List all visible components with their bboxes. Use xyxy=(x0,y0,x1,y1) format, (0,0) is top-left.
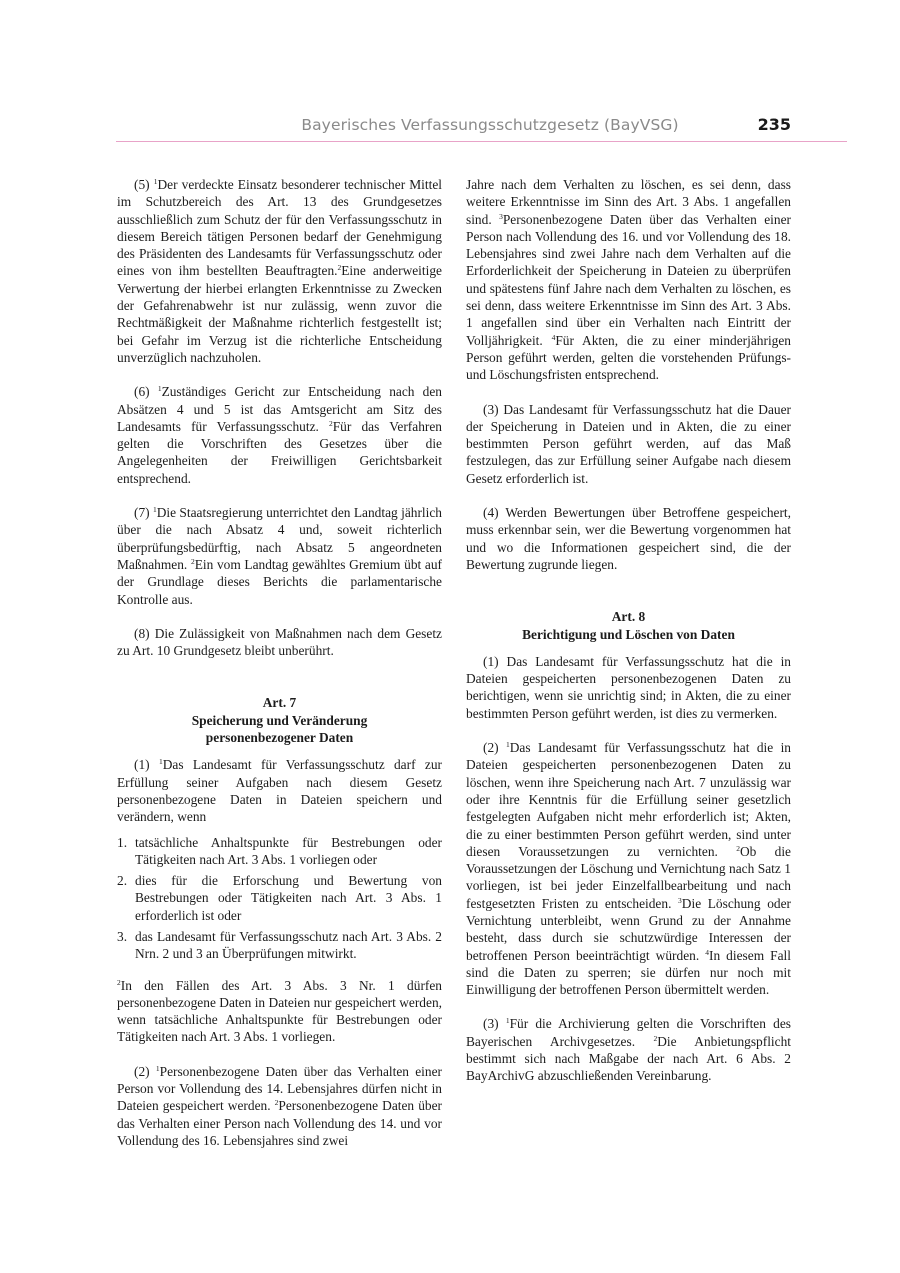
running-header xyxy=(116,116,846,142)
paragraph-art6-abs5: (5) $^1$Der verdeckte Einsatz besonderer technischer Mittel im Schutzbereich des Art. 13 des Grundgesetzes ausschließlich zum Schutz der für den Verfassungsschutz in diesem Bereich tätigen Personen bedarf der Genehmigung des Präsidenten des Landesamts für Verfassungsschutz oder eines von ihm bestellten Beauftragten.$^2$Eine anderweitige Verwertung der hierbei erlangten Erkenntnisse zu Zwecken der Gefahrenabwehr ist nur zulässig, wenn zuvor die Rechtmäßigkeit der Maßnahme richterlich festgestellt ist; bei Gefahr im Verzug ist die richterliche Entscheidung unverzüglich nachzuholen. xyxy=(117,177,442,365)
right-column xyxy=(466,176,791,1102)
list-item: 2. dies für die Erforschung und Bewertung von Bestrebungen oder Tätigkeiten nach Art. 3 Abs. 1 erforderlich ist oder xyxy=(117,873,442,923)
article-number: Art. 7 xyxy=(262,695,297,711)
sentence-number: 2 xyxy=(736,843,740,853)
paragraph-art8-abs2: (2) $^1$Das Landesamt für Verfassungsschutz hat die in Dateien gespeicherten personenbezogenen Daten zu löschen, wenn ihre Speicherung nach Art. 7 unzulässig war oder ihre Kenntnis für die Erfüllung seiner gesetzlich festgelegten Aufgaben nicht mehr erforderlich ist; Akten, die zu einer bestimmten Person geführt werden, sind unter diesen Voraussetzungen zu vernichten. $^2$Ob die Voraussetzungen der Löschung und Vernichtung nach Satz 1 vorliegen, ist bei jeder Einzelfallbearbeitung und nach festgesetzten Fristen zu entscheiden. $^3$Die Löschung oder Vernichtung unterbleibt, wenn Grund zu der Annahme besteht, dass durch sie schutzwürdige Interessen der betroffenen Person beeinträchtigt würden. $^4$In diesem Fall sind die Daten zu sperren; sie dürfen nur noch mit Einwilligung der betroffenen Person übermittelt werden. xyxy=(466,740,791,998)
sentence-number: 2 xyxy=(653,1033,658,1043)
list-item: 1. tatsächliche Anhaltspunkte für Bestrebungen oder Tätigkeiten nach Art. 3 Abs. 1 vorliegen oder xyxy=(117,834,442,867)
paragraph-art7-abs4: (4) Werden Bewertungen über Betroffene gespeichert, muss erkennbar sein, wer die Bewertung vorgenommen hat und wo die Informationen gespeichert sind, die der Bewertung zugrunde liegen. xyxy=(466,505,791,572)
paragraph-art7-abs3: (3) Das Landesamt für Verfassungsschutz hat die Dauer der Speicherung in Dateien und in Akten, die zu einer bestimmten Person geführt werden, auf das Maß festzulegen, das zur Erfüllung seiner Aufgabe nach diesem Gesetz erforderlich ist. xyxy=(466,401,791,486)
paragraph-art6-abs7: (7) $^1$Die Staatsregierung unterrichtet den Landtag jährlich über die nach Absatz 4 und, soweit richterlich überprüfungsbedürftig, nach Absatz 5 angeordneten Maßnahmen. $^2$Ein vom Landtag gewähltes Gremium übt auf der Grundlage dieses Berichts die parlamentarische Kontrolle aus. xyxy=(117,505,442,607)
condition-list xyxy=(117,834,442,963)
sentence-number: 1 xyxy=(152,505,157,515)
sentence-number: 1 xyxy=(155,1063,160,1073)
article-8-heading xyxy=(466,608,791,643)
sentence-number: 1 xyxy=(505,1016,510,1026)
paragraph-art7-abs1: (1) $^1$Das Landesamt für Verfassungsschutz darf zur Erfüllung seiner Aufgaben nach diesem Gesetz personenbezogene Daten in Dateien speichern und verändern, wenn xyxy=(117,757,442,825)
running-header-title: Bayerisches Verfassungsschutzgesetz (BayVSG) xyxy=(301,116,679,134)
sentence-number: 2 xyxy=(274,1098,279,1108)
sentence-number: 2 xyxy=(117,977,121,987)
paragraph-art6-abs6: (6) $^1$Zuständiges Gericht zur Entscheidung nach den Absätzen 4 und 5 ist das Amtsgericht am Sitz des Landesamts für Verfassungsschutz. $^2$Für das Verfahren gelten die Vorschriften des Gesetzes über die Angelegenheiten der Freiwilligen Gerichtsbarkeit entsprechend. xyxy=(117,384,442,486)
sentence-number: 1 xyxy=(158,757,163,767)
article-title: Berichtigung und Löschen von Daten xyxy=(522,626,735,642)
sentence-number: 1 xyxy=(157,384,162,394)
article-number: Art. 8 xyxy=(611,609,646,625)
sentence-number: 1 xyxy=(153,177,158,186)
article-title: personenbezogener Daten xyxy=(205,730,354,746)
paragraph-art7-abs2: (2) $^1$Personenbezogene Daten über das Verhalten einer Person vor Vollendung des 14. Lebensjahres dürfen nicht in Dateien gespeichert werden. $^2$Personenbezogene Daten über das Verhalten einer Person nach Vollendung des 14. und vor Vollendung des 16. Lebensjahres sind zwei xyxy=(117,1063,443,1148)
sentence-number: 2 xyxy=(328,418,333,428)
sentence-number: 4 xyxy=(705,947,709,957)
paragraph-art7-abs2-continued: Jahre nach dem Verhalten zu löschen, es sei denn, dass weitere Erkenntnisse im Sinn des Art. 3 Abs. 1 angefallen sind. $^3$Personenbezogene Daten über das Verhalten einer Person nach Vollendung des 16. und vor Vollendung des 18. Lebensjahres sind zwei Jahre nach dem Verhalten auf die Erforderlichkeit der Speicherung in Dateien zu überprüfen und spätestens fünf Jahre nach dem Verhalten zu löschen, es sei denn, dass weitere Erkenntnisse im Sinn des Art. 3 Abs. 1 angefallen sind über ein Verhalten nach Eintritt der Volljährigkeit. $^4$Für Akten, die zu einer minderjährigen Person geführt werden, gelten die vorstehenden Prüfungs- und Löschungsfristen entsprechend. xyxy=(466,177,791,383)
list-item: 3. das Landesamt für Verfassungsschutz nach Art. 3 Abs. 2 Nrn. 2 und 3 an Überprüfungen mitwirkt. xyxy=(117,928,442,962)
paragraph-art8-abs3: (3) $^1$Für die Archivierung gelten die Vorschriften des Bayerischen Archivgesetzes. $^2$Die Anbietungspflicht bestimmt sich nach Maßgabe der nach Art. 6 Abs. 2 BayArchivG abzuschließenden Vereinbarung. xyxy=(466,1016,791,1084)
paragraph-art7-abs1-sentence2: $^2$In den Fällen des Art. 3 Abs. 3 Nr. 1 dürfen personenbezogene Daten in Dateien nur gespeichert werden, wenn tatsächliche Anhaltspunkte für Bestrebungen oder Tätigkeiten nach Art. 3 Abs. 1 vorliegen. xyxy=(117,977,442,1045)
page-number: 235 xyxy=(757,115,791,134)
sentence-number: 1 xyxy=(506,740,510,750)
left-column xyxy=(117,176,442,1166)
article-title: Speicherung und Veränderung xyxy=(191,712,368,728)
sentence-number: 2 xyxy=(337,263,342,273)
sentence-number: 3 xyxy=(499,211,503,221)
header-rule xyxy=(116,141,847,142)
paragraph-art8-abs1: (1) Das Landesamt für Verfassungsschutz hat die in Dateien gespeicherten personenbezogenen Daten zu berichtigen, wenn sie unrichtig sind; in Akten, die zu einer bestimmten Person geführt werden, ist dies zu vermerken. xyxy=(466,653,791,721)
sentence-number: 2 xyxy=(190,556,195,566)
sentence-number: 4 xyxy=(551,332,556,342)
paragraph-art6-abs8: (8) Die Zulässigkeit von Maßnahmen nach dem Gesetz zu Art. 10 Grundgesetz bleibt unberührt. xyxy=(117,625,442,659)
sentence-number: 3 xyxy=(678,895,682,905)
article-7-heading xyxy=(117,694,442,746)
